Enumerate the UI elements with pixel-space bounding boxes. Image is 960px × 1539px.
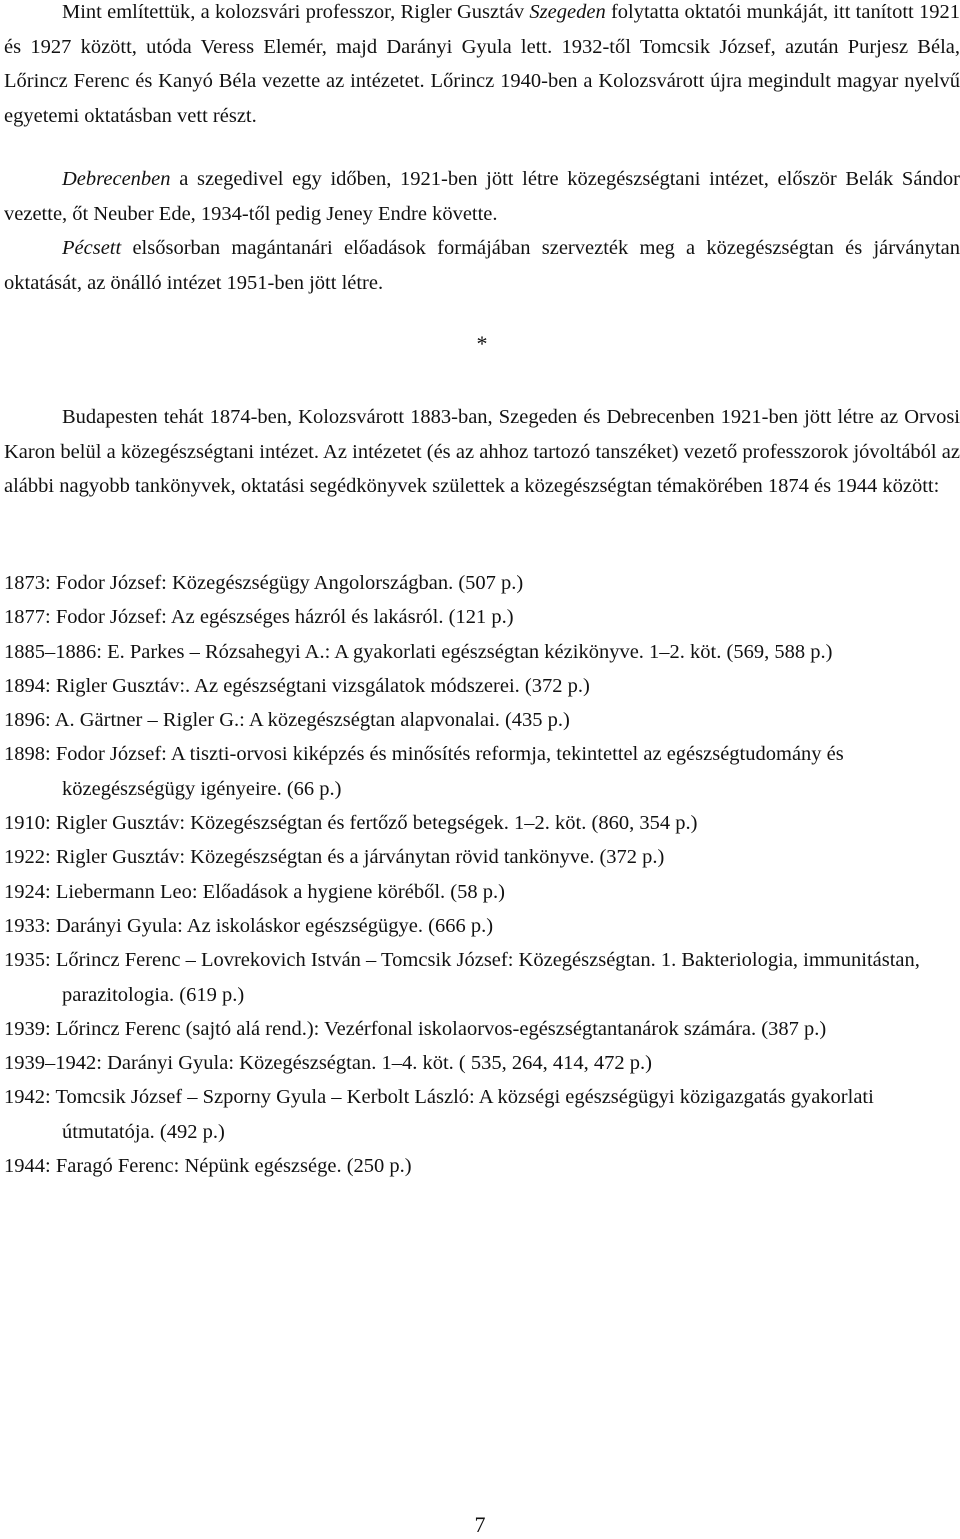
- list-item: 1910: Rigler Gusztáv: Közegészségtan és fertőző betegségek. 1–2. köt. (860, 354 p.): [4, 812, 698, 835]
- list-item: 1939–1942: Darányi Gyula: Közegészségtan. 1–4. köt. ( 535, 264, 414, 472 p.): [4, 1052, 652, 1075]
- paragraph-text: elsősorban magántanári előadások formájában szervezték meg a közegészségtan és járványtan oktatását, az önálló intézet 1951-ben jött létre.: [4, 237, 960, 294]
- list-item: 1896: A. Gärtner – Rigler G.: A közegészségtan alapvonalai. (435 p.): [4, 709, 570, 732]
- paragraph-summary: [4, 400, 960, 504]
- list-item: 1942: Tomcsik József – Szporny Gyula – Kerbolt László: A községi egészségügyi közigazgatás gyakorlati útmutatója. (492 p.): [4, 1086, 874, 1143]
- list-item: 1933: Darányi Gyula: Az iskoláskor egészségügye. (666 p.): [4, 914, 494, 937]
- city-name: Szegeden: [529, 1, 606, 23]
- list-item: 1894: Rigler Gusztáv:. Az egészségtani vizsgálatok módszerei. (372 p.): [4, 674, 590, 697]
- page-number: 7: [474, 1512, 486, 1537]
- list-item: 1873: Fodor József: Közegészségügy Angolországban. (507 p.): [4, 572, 524, 594]
- paragraph-pecs: [4, 231, 960, 300]
- paragraph-text: folytatta oktatói munkáját, itt tanított 1921 és 1927 között, utóda Veress Elemér, majd Darányi Gyula lett. 1932-től Tomcsik József, azután Purjesz Béla, Lőrincz Ferenc és Kanyó Béla vezette az intézetet. Lőrincz 1940-ben a Kolozsvárott újra megindult magyar nyelvű egyetemi oktatásban vett részt.: [4, 1, 960, 127]
- textbook-list: [4, 566, 960, 1183]
- city-name: Pécsett: [62, 237, 122, 259]
- list-item: 1922: Rigler Gusztáv: Közegészségtan és a járványtan rövid tankönyve. (372 p.): [4, 846, 665, 869]
- list-item: 1939: Lőrincz Ferenc (sajtó alá rend.): Vezérfonal iskolaorvos-egészségtantanárok számára. (387 p.): [4, 1017, 827, 1040]
- paragraph-szeged: [4, 0, 960, 133]
- list-item: 1885–1886: E. Parkes – Rózsahegyi A.: A gyakorlati egészségtan kézikönyve. 1–2. köt. (569, 588 p.): [4, 640, 833, 663]
- list-item: 1935: Lőrincz Ferenc – Lovrekovich István – Tomcsik József: Közegészségtan. 1. Bakteriologia, immunitástan, parazitologia. (619 p.): [4, 949, 920, 1006]
- list-item: 1877: Fodor József: Az egészséges házról és lakásról. (121 p.): [4, 606, 514, 629]
- paragraph-debrecen: [4, 162, 960, 231]
- list-item: 1944: Faragó Ferenc: Népünk egészsége. (250 p.): [4, 1155, 412, 1178]
- list-item: 1924: Liebermann Leo: Előadások a hygiene köréből. (58 p.): [4, 880, 505, 903]
- paragraph-text: a szegedivel egy időben, 1921-ben jött létre közegészségtani intézet, először Belák Sándor vezette, őt Neuber Ede, 1934-től pedig Jeney Endre követte.: [4, 168, 960, 225]
- paragraph-text: Budapesten tehát 1874-ben, Kolozsvárott 1883-ban, Szegeden és Debrecenben 1921-ben jött létre az Orvosi Karon belül a közegészségtani intézet. Az intézetet (és az ahhoz tartozó tanszéket) vezető professzorok jóvoltából az alábbi nagyobb tankönyvek, oktatási segédkönyvek születtek a közegészségtan témakörében 1874 és 1944 között:: [4, 406, 960, 498]
- list-item: 1898: Fodor József: A tiszti-orvosi kiképzés és minősítés reformja, tekintettel az egészségtudomány és közegészségügy igényeire. (66 p.): [4, 743, 844, 800]
- paragraph-text: Mint említettük, a kolozsvári professzor, Rigler Gusztáv: [62, 1, 530, 23]
- section-separator: *: [476, 331, 488, 356]
- city-name: Debrecenben: [62, 168, 171, 190]
